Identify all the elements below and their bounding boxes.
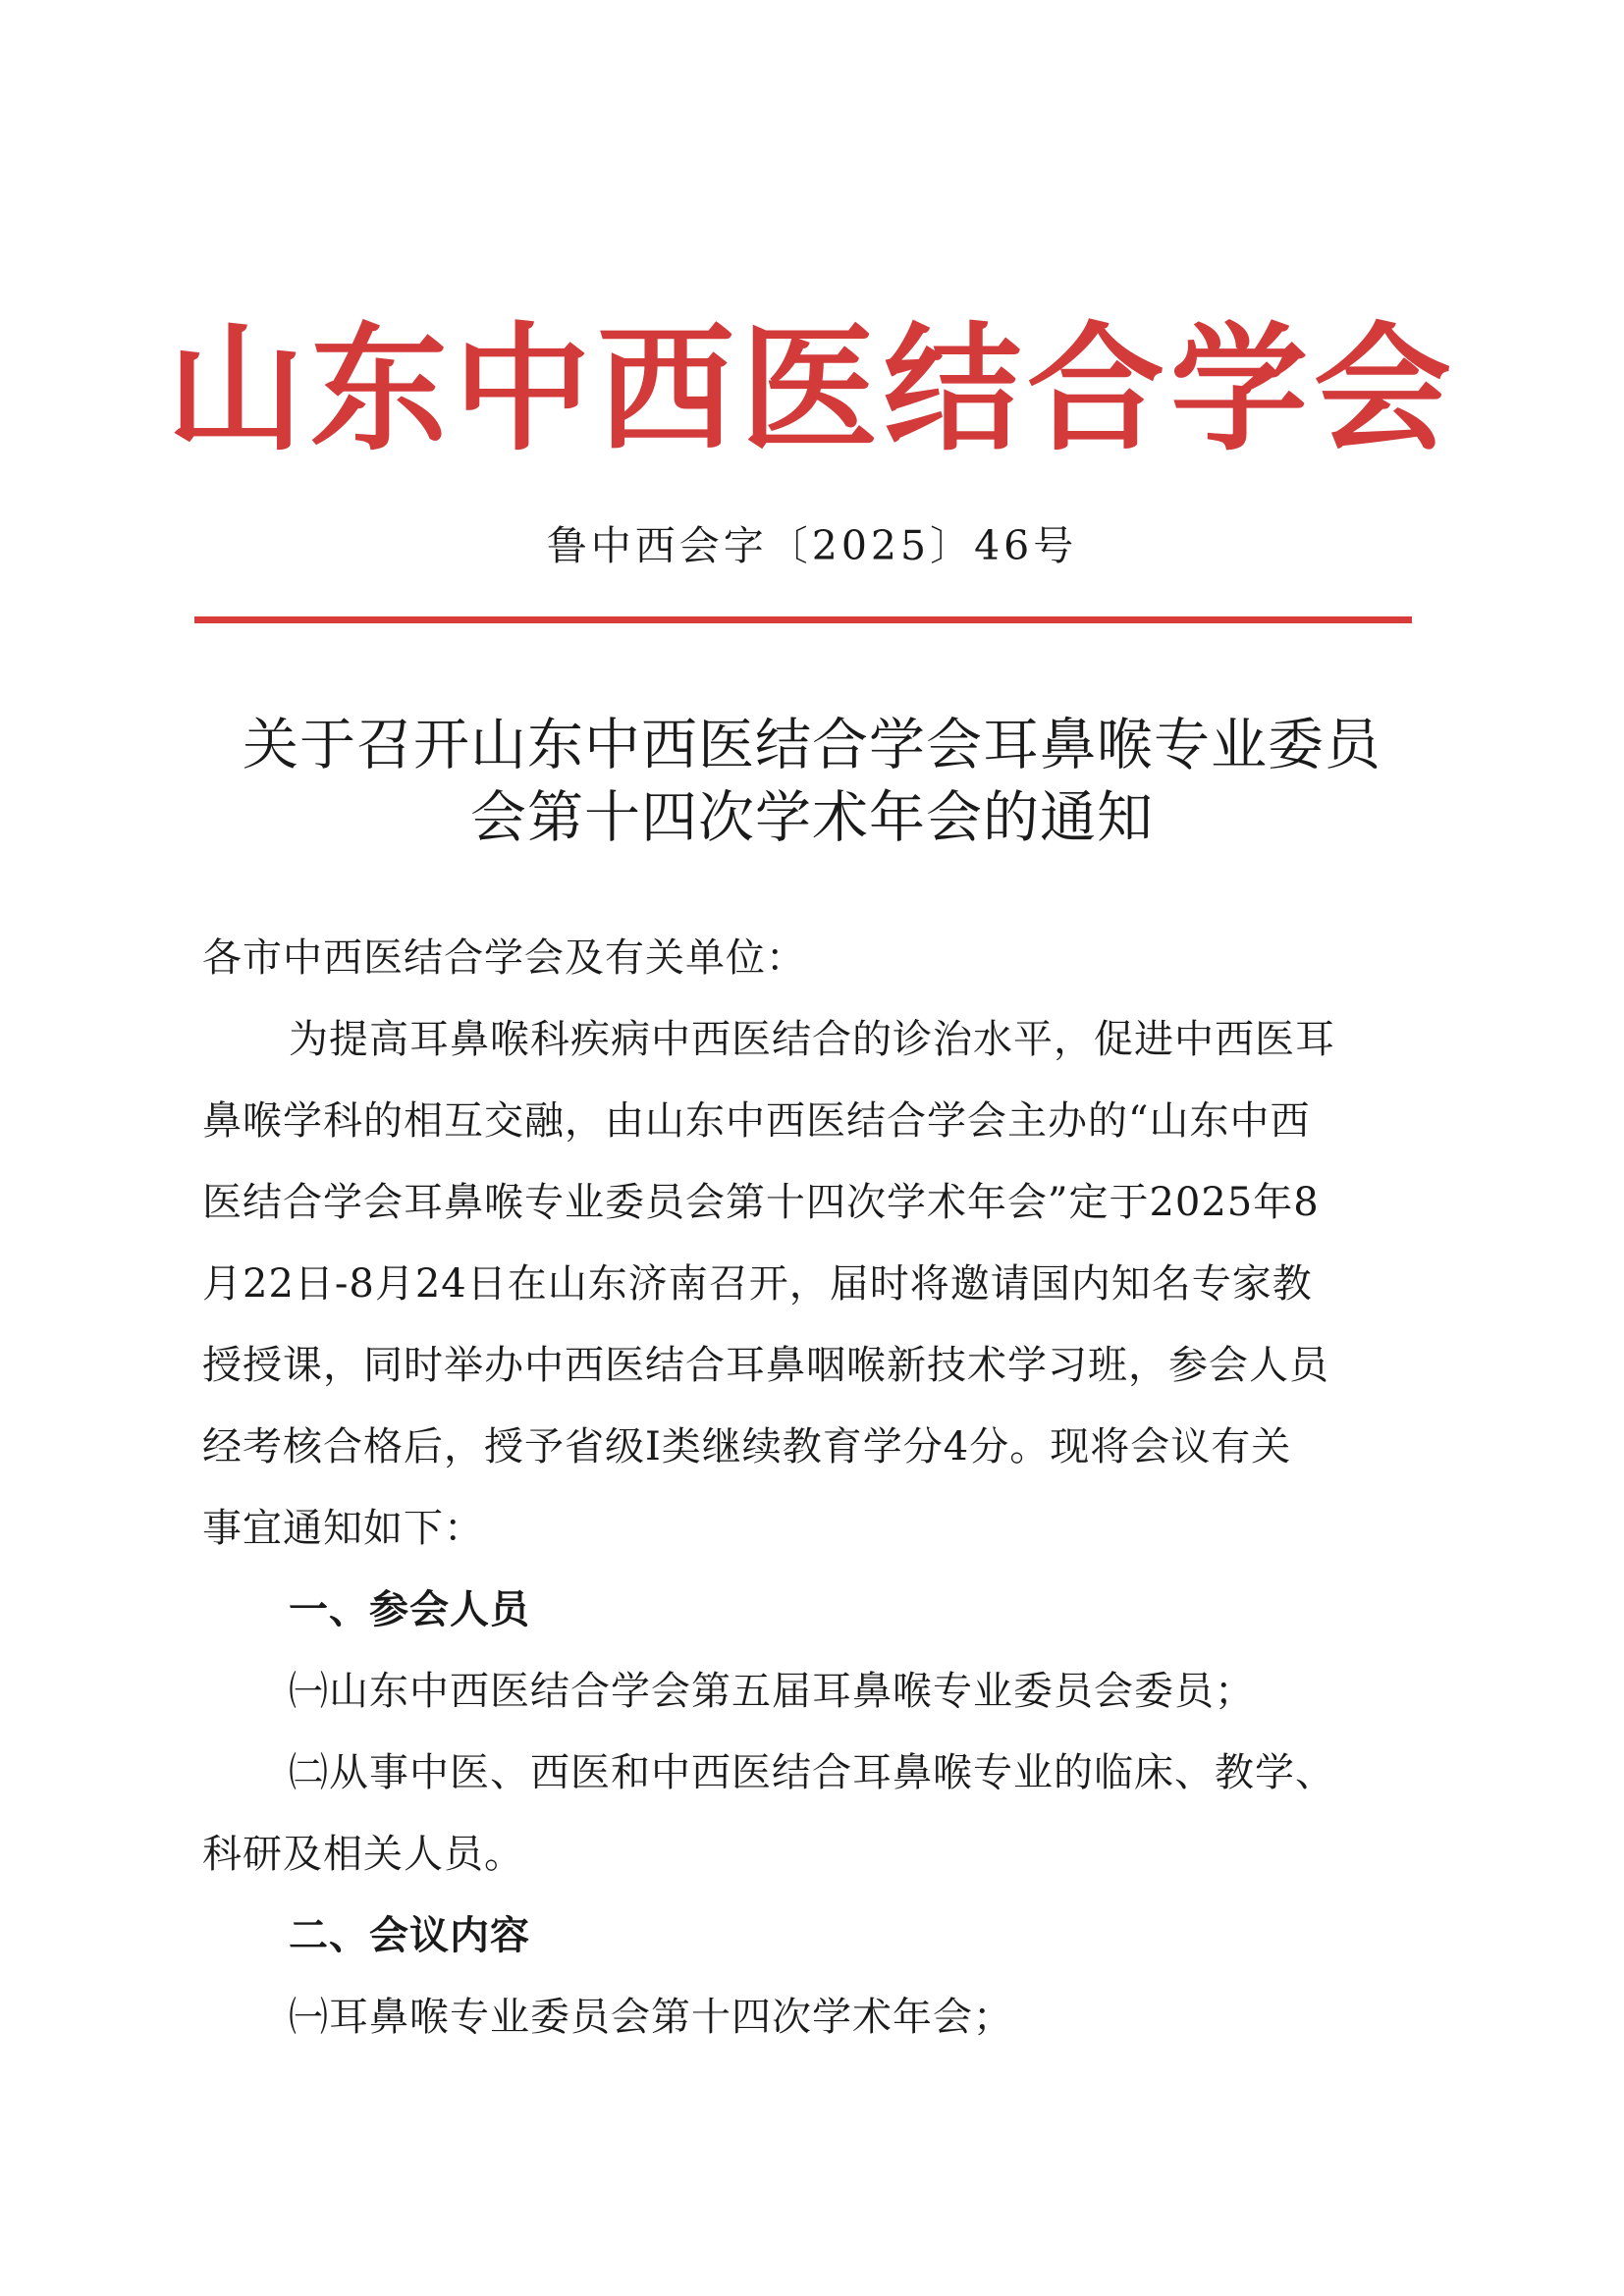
intro-line-6: 经考核合格后，授予省级Ⅰ类继续教育学分4分。现将会议有关 [202,1424,1292,1469]
attendees-item-1: ㈠山东中西医结合学会第五届耳鼻喉专业委员会委员； [289,1669,1255,1714]
section-heading-attendees: 一、参会人员 [289,1587,530,1632]
notice-title-line-2: 会第十四次学术年会的通知 [470,785,1154,850]
attendees-item-2-line-1: ㈡从事中医、西医和中西医结合耳鼻喉专业的临床、教学、 [289,1750,1335,1795]
document-number: 鲁中西会字〔2025〕46号 [546,522,1078,569]
intro-line-5: 授授课，同时举办中西医结合耳鼻咽喉新技术学习班，参会人员 [202,1343,1329,1388]
section-heading-content: 二、会议内容 [289,1913,530,1958]
intro-line-4: 月22日-8月24日在山东济南召开，届时将邀请国内知名专家教 [202,1261,1313,1307]
letterhead-red-rule [194,616,1412,623]
intro-line-2: 鼻喉学科的相互交融，由山东中西医结合学会主办的“山东中西 [202,1098,1311,1144]
intro-line-7: 事宜通知如下： [202,1506,484,1551]
salutation: 各市中西医结合学会及有关单位： [202,935,806,981]
intro-line-1: 为提高耳鼻喉科疾病中西医结合的诊治水平，促进中西医耳 [289,1017,1335,1062]
attendees-item-2-line-2: 科研及相关人员。 [202,1832,524,1877]
content-item-1: ㈠耳鼻喉专业委员会第十四次学术年会； [289,1995,1013,2040]
notice-body [202,918,1405,2058]
intro-line-3: 医结合学会耳鼻喉专业委员会第十四次学术年会”定于2025年8 [202,1180,1320,1225]
letterhead-organization-name: 山东中西医结合学会 [166,310,1457,470]
notice-title-line-1: 关于召开山东中西医结合学会耳鼻喉专业委员 [243,713,1381,777]
notice-title [147,709,1477,854]
